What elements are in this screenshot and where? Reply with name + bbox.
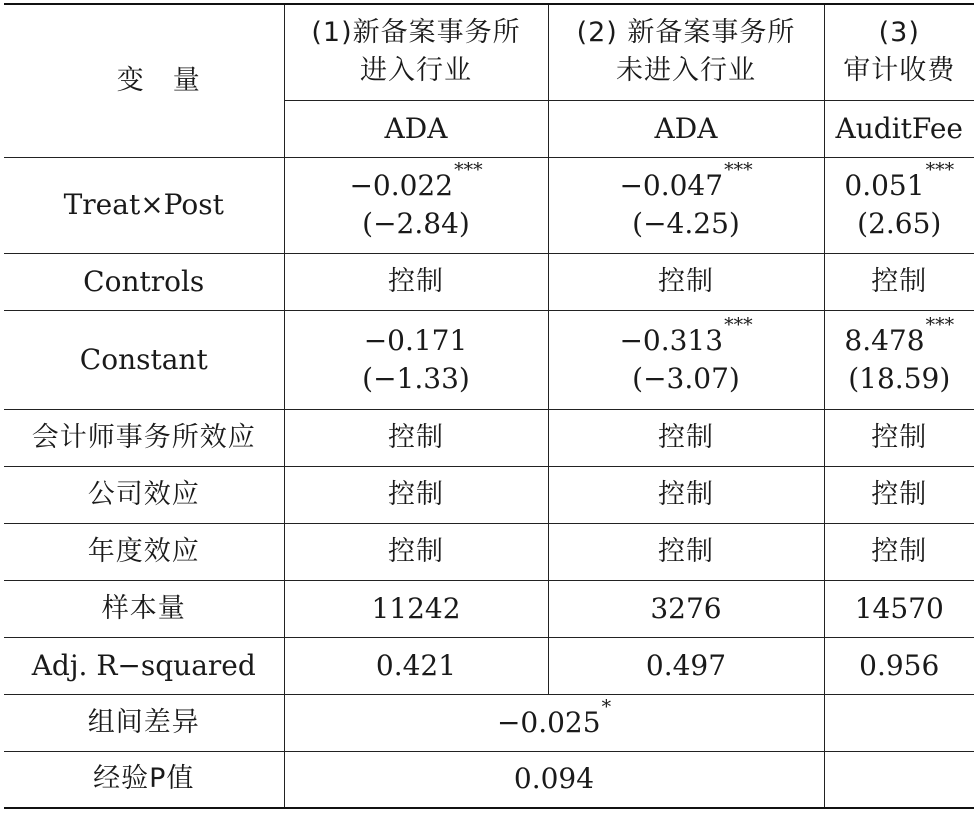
cell-c3: 控制 xyxy=(824,523,974,580)
cell-c3 xyxy=(824,157,974,253)
table-row-year-fe xyxy=(4,523,974,580)
significance-stars: * xyxy=(601,695,612,718)
significance-stars: *** xyxy=(454,159,483,181)
cell-c3-empty xyxy=(824,694,974,751)
col3-dependent-variable: AuditFee xyxy=(824,100,974,157)
cell-c3-empty xyxy=(824,751,974,808)
col1-title-line2: 进入行业 xyxy=(360,55,472,87)
cell-c3: 控制 xyxy=(824,466,974,523)
table-row-firm-fe xyxy=(4,409,974,466)
table-row-group-difference xyxy=(4,694,974,751)
coefficient: −0.171 xyxy=(363,323,468,357)
cell-c2: 控制 xyxy=(548,409,824,466)
variable-header-label: 变 量 xyxy=(116,65,201,97)
cell-c1: 0.421 xyxy=(284,637,548,694)
significance-stars: *** xyxy=(925,313,955,336)
table-row-adj-r2 xyxy=(4,637,974,694)
t-statistic: (−3.07) xyxy=(632,361,740,395)
row-label: 公司效应 xyxy=(4,466,284,523)
p-value: 0.094 xyxy=(284,751,824,808)
cell-c1: 控制 xyxy=(284,466,548,523)
significance-stars: *** xyxy=(925,159,955,181)
table-row-controls xyxy=(4,253,974,310)
col3-title-line1: (3) xyxy=(878,17,920,49)
coefficient: −0.022 xyxy=(349,169,454,202)
t-statistic: (−4.25) xyxy=(632,207,740,240)
row-label: Adj. R−squared xyxy=(4,637,284,694)
significance-stars: *** xyxy=(724,159,753,181)
cell-c1: 控制 xyxy=(284,523,548,580)
table-row-company-fe xyxy=(4,466,974,523)
table-row-constant xyxy=(4,310,974,409)
row-label: 年度效应 xyxy=(4,523,284,580)
col3-title-line2: 审计收费 xyxy=(843,55,956,87)
coefficient: −0.047 xyxy=(619,169,724,202)
cell-c3: 14570 xyxy=(824,580,974,637)
coefficient: −0.025 xyxy=(496,705,601,739)
t-statistic: (−1.33) xyxy=(362,361,470,395)
row-label: 组间差异 xyxy=(4,694,284,751)
cell-c3: 控制 xyxy=(824,409,974,466)
row-label: 样本量 xyxy=(4,580,284,637)
row-label: Treat×Post xyxy=(4,157,284,253)
cell-c1: 控制 xyxy=(284,253,548,310)
cell-c2: 控制 xyxy=(548,523,824,580)
cell-c1: 11242 xyxy=(284,580,548,637)
table-row-treat-post xyxy=(4,157,974,253)
row-label: 会计师事务所效应 xyxy=(4,409,284,466)
row-label: Constant xyxy=(4,310,284,409)
col2-dependent-variable: ADA xyxy=(548,100,824,157)
cell-c2 xyxy=(548,310,824,409)
cell-c2: 3276 xyxy=(548,580,824,637)
significance-stars: *** xyxy=(724,313,753,336)
regression-table xyxy=(4,3,974,809)
row-label: Controls xyxy=(4,253,284,310)
cell-c2: 0.497 xyxy=(548,637,824,694)
t-statistic: (2.65) xyxy=(857,207,942,240)
col1-title xyxy=(284,4,548,100)
cell-c1 xyxy=(284,157,548,253)
coefficient: 0.051 xyxy=(844,169,925,202)
cell-c3: 控制 xyxy=(824,253,974,310)
cell-c3 xyxy=(824,310,974,409)
variable-header xyxy=(4,4,284,157)
cell-c1 xyxy=(284,310,548,409)
t-statistic: (−2.84) xyxy=(362,207,470,240)
row-label: 经验P值 xyxy=(4,751,284,808)
cell-c2: 控制 xyxy=(548,466,824,523)
col3-title xyxy=(824,4,974,100)
col2-title-line1: (2) 新备案事务所 xyxy=(576,17,796,49)
cell-c3: 0.956 xyxy=(824,637,974,694)
header-row-titles xyxy=(4,4,974,100)
coefficient: 8.478 xyxy=(844,323,925,357)
col1-dependent-variable: ADA xyxy=(284,100,548,157)
table-row-p-value xyxy=(4,751,974,808)
cell-c1: 控制 xyxy=(284,409,548,466)
group-difference-value xyxy=(284,694,824,751)
col2-title xyxy=(548,4,824,100)
cell-c2 xyxy=(548,157,824,253)
t-statistic: (18.59) xyxy=(848,361,951,395)
table-row-sample-size xyxy=(4,580,974,637)
col2-title-line2: 未进入行业 xyxy=(616,55,756,87)
coefficient: −0.313 xyxy=(619,323,724,357)
col1-title-line1: (1)新备案事务所 xyxy=(311,17,521,49)
cell-c2: 控制 xyxy=(548,253,824,310)
